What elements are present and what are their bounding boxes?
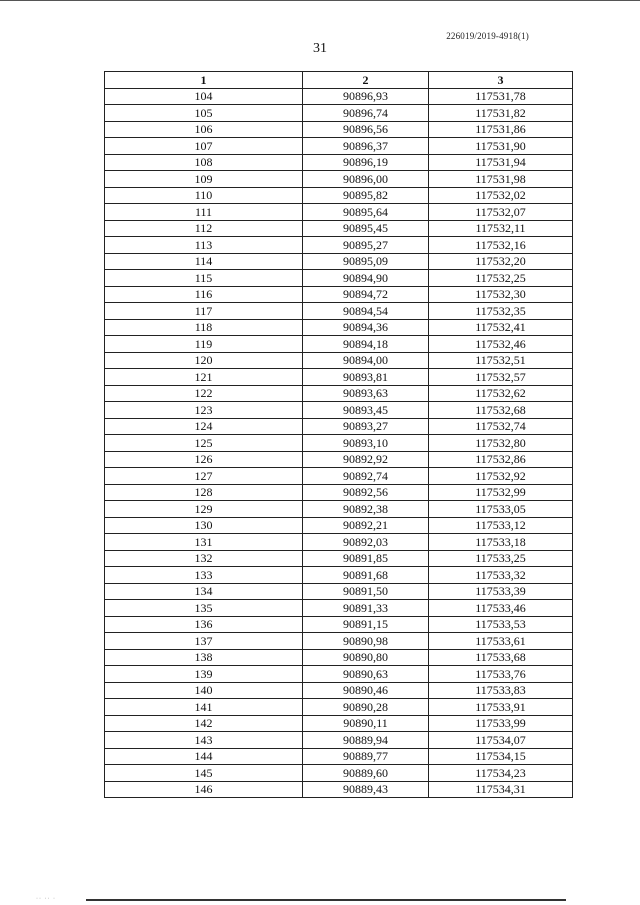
y-coordinate-cell: 117531,86: [429, 121, 573, 138]
y-coordinate-cell: 117531,82: [429, 105, 573, 122]
point-number-cell: 113: [105, 237, 303, 254]
y-coordinate-cell: 117531,94: [429, 154, 573, 171]
table-row: [105, 121, 573, 138]
x-coordinate-cell: 90891,15: [303, 616, 429, 633]
y-coordinate-cell: 117532,57: [429, 369, 573, 386]
table-row: [105, 534, 573, 551]
point-number-cell: 109: [105, 171, 303, 188]
x-coordinate-cell: 90889,94: [303, 732, 429, 749]
table-row: [105, 583, 573, 600]
point-number-cell: 144: [105, 748, 303, 765]
x-coordinate-cell: 90893,45: [303, 402, 429, 419]
y-coordinate-cell: 117531,78: [429, 88, 573, 105]
table-row: [105, 781, 573, 798]
table-row: [105, 220, 573, 237]
x-coordinate-cell: 90891,68: [303, 567, 429, 584]
bottom-rule: [86, 899, 566, 901]
x-coordinate-cell: 90892,92: [303, 451, 429, 468]
y-coordinate-cell: 117531,90: [429, 138, 573, 155]
y-coordinate-cell: 117532,41: [429, 319, 573, 336]
table-row: [105, 336, 573, 353]
x-coordinate-cell: 90890,63: [303, 666, 429, 683]
x-coordinate-cell: 90895,64: [303, 204, 429, 221]
table-row: [105, 699, 573, 716]
y-coordinate-cell: 117531,98: [429, 171, 573, 188]
table-row: [105, 270, 573, 287]
y-coordinate-cell: 117533,61: [429, 633, 573, 650]
y-coordinate-cell: 117532,02: [429, 187, 573, 204]
table-row: [105, 402, 573, 419]
table-row: [105, 765, 573, 782]
x-coordinate-cell: 90890,11: [303, 715, 429, 732]
y-coordinate-cell: 117532,46: [429, 336, 573, 353]
x-coordinate-cell: 90892,03: [303, 534, 429, 551]
table-row: [105, 138, 573, 155]
table-row: [105, 567, 573, 584]
x-coordinate-cell: 90895,27: [303, 237, 429, 254]
point-number-cell: 127: [105, 468, 303, 485]
x-coordinate-cell: 90893,27: [303, 418, 429, 435]
y-coordinate-cell: 117532,92: [429, 468, 573, 485]
y-coordinate-cell: 117533,46: [429, 600, 573, 617]
x-coordinate-cell: 90892,38: [303, 501, 429, 518]
point-number-cell: 137: [105, 633, 303, 650]
table-row: [105, 451, 573, 468]
table-row: [105, 633, 573, 650]
point-number-cell: 143: [105, 732, 303, 749]
x-coordinate-cell: 90894,90: [303, 270, 429, 287]
y-coordinate-cell: 117534,07: [429, 732, 573, 749]
y-coordinate-cell: 117533,12: [429, 517, 573, 534]
x-coordinate-cell: 90890,98: [303, 633, 429, 650]
point-number-cell: 122: [105, 385, 303, 402]
table-body: [105, 88, 573, 798]
y-coordinate-cell: 117534,31: [429, 781, 573, 798]
x-coordinate-cell: 90890,28: [303, 699, 429, 716]
table-row: [105, 171, 573, 188]
y-coordinate-cell: 117533,39: [429, 583, 573, 600]
point-number-cell: 139: [105, 666, 303, 683]
x-coordinate-cell: 90894,36: [303, 319, 429, 336]
x-coordinate-cell: 90891,50: [303, 583, 429, 600]
point-number-cell: 108: [105, 154, 303, 171]
table-row: [105, 154, 573, 171]
point-number-cell: 119: [105, 336, 303, 353]
y-coordinate-cell: 117532,07: [429, 204, 573, 221]
y-coordinate-cell: 117532,74: [429, 418, 573, 435]
point-number-cell: 130: [105, 517, 303, 534]
table-row: [105, 237, 573, 254]
point-number-cell: 120: [105, 352, 303, 369]
table-row: [105, 715, 573, 732]
x-coordinate-cell: 90891,33: [303, 600, 429, 617]
x-coordinate-cell: 90894,54: [303, 303, 429, 320]
y-coordinate-cell: 117532,30: [429, 286, 573, 303]
scan-artifact: ·· ·· ·: [36, 896, 56, 902]
y-coordinate-cell: 117533,68: [429, 649, 573, 666]
point-number-cell: 111: [105, 204, 303, 221]
x-coordinate-cell: 90889,60: [303, 765, 429, 782]
point-number-cell: 107: [105, 138, 303, 155]
point-number-cell: 125: [105, 435, 303, 452]
table-row: [105, 616, 573, 633]
y-coordinate-cell: 117532,62: [429, 385, 573, 402]
x-coordinate-cell: 90891,85: [303, 550, 429, 567]
y-coordinate-cell: 117534,23: [429, 765, 573, 782]
table-row: [105, 468, 573, 485]
point-number-cell: 114: [105, 253, 303, 270]
column-header-2: 2: [303, 72, 429, 89]
y-coordinate-cell: 117533,18: [429, 534, 573, 551]
point-number-cell: 105: [105, 105, 303, 122]
table-row: [105, 286, 573, 303]
y-coordinate-cell: 117533,25: [429, 550, 573, 567]
table-row: [105, 732, 573, 749]
y-coordinate-cell: 117532,68: [429, 402, 573, 419]
point-number-cell: 116: [105, 286, 303, 303]
table-row: [105, 418, 573, 435]
table-row: [105, 319, 573, 336]
point-number-cell: 126: [105, 451, 303, 468]
y-coordinate-cell: 117532,25: [429, 270, 573, 287]
table-row: [105, 369, 573, 386]
table-row: [105, 682, 573, 699]
y-coordinate-cell: 117532,20: [429, 253, 573, 270]
point-number-cell: 112: [105, 220, 303, 237]
x-coordinate-cell: 90892,74: [303, 468, 429, 485]
top-rule: [0, 0, 640, 1]
table-row: [105, 105, 573, 122]
table-row: [105, 303, 573, 320]
y-coordinate-cell: 117533,91: [429, 699, 573, 716]
y-coordinate-cell: 117532,86: [429, 451, 573, 468]
x-coordinate-cell: 90896,56: [303, 121, 429, 138]
y-coordinate-cell: 117534,15: [429, 748, 573, 765]
x-coordinate-cell: 90890,80: [303, 649, 429, 666]
table-row: [105, 187, 573, 204]
point-number-cell: 118: [105, 319, 303, 336]
point-number-cell: 138: [105, 649, 303, 666]
y-coordinate-cell: 117533,76: [429, 666, 573, 683]
point-number-cell: 140: [105, 682, 303, 699]
point-number-cell: 141: [105, 699, 303, 716]
point-number-cell: 146: [105, 781, 303, 798]
x-coordinate-cell: 90889,43: [303, 781, 429, 798]
y-coordinate-cell: 117532,51: [429, 352, 573, 369]
table-row: [105, 253, 573, 270]
point-number-cell: 131: [105, 534, 303, 551]
column-header-1: 1: [105, 72, 303, 89]
table-row: [105, 600, 573, 617]
x-coordinate-cell: 90896,19: [303, 154, 429, 171]
y-coordinate-cell: 117532,35: [429, 303, 573, 320]
point-number-cell: 128: [105, 484, 303, 501]
y-coordinate-cell: 117532,16: [429, 237, 573, 254]
table-header-row: [105, 72, 573, 89]
point-number-cell: 104: [105, 88, 303, 105]
point-number-cell: 145: [105, 765, 303, 782]
y-coordinate-cell: 117532,99: [429, 484, 573, 501]
point-number-cell: 133: [105, 567, 303, 584]
table-row: [105, 550, 573, 567]
y-coordinate-cell: 117533,83: [429, 682, 573, 699]
table-row: [105, 666, 573, 683]
coordinates-table: [104, 71, 573, 798]
y-coordinate-cell: 117533,05: [429, 501, 573, 518]
point-number-cell: 124: [105, 418, 303, 435]
x-coordinate-cell: 90896,74: [303, 105, 429, 122]
column-header-3: 3: [429, 72, 573, 89]
x-coordinate-cell: 90894,00: [303, 352, 429, 369]
point-number-cell: 110: [105, 187, 303, 204]
point-number-cell: 132: [105, 550, 303, 567]
x-coordinate-cell: 90893,63: [303, 385, 429, 402]
x-coordinate-cell: 90893,10: [303, 435, 429, 452]
x-coordinate-cell: 90889,77: [303, 748, 429, 765]
point-number-cell: 134: [105, 583, 303, 600]
y-coordinate-cell: 117532,11: [429, 220, 573, 237]
x-coordinate-cell: 90896,00: [303, 171, 429, 188]
table-row: [105, 88, 573, 105]
point-number-cell: 115: [105, 270, 303, 287]
point-number-cell: 123: [105, 402, 303, 419]
point-number-cell: 129: [105, 501, 303, 518]
x-coordinate-cell: 90892,56: [303, 484, 429, 501]
point-number-cell: 106: [105, 121, 303, 138]
table-row: [105, 204, 573, 221]
x-coordinate-cell: 90896,37: [303, 138, 429, 155]
point-number-cell: 117: [105, 303, 303, 320]
point-number-cell: 135: [105, 600, 303, 617]
y-coordinate-cell: 117533,99: [429, 715, 573, 732]
document-number: 226019/2019-4918(1): [446, 31, 529, 41]
table-row: [105, 484, 573, 501]
x-coordinate-cell: 90892,21: [303, 517, 429, 534]
y-coordinate-cell: 117533,32: [429, 567, 573, 584]
table-row: [105, 649, 573, 666]
page-number: 31: [313, 41, 327, 56]
table-row: [105, 435, 573, 452]
point-number-cell: 121: [105, 369, 303, 386]
table-row: [105, 385, 573, 402]
x-coordinate-cell: 90894,72: [303, 286, 429, 303]
x-coordinate-cell: 90895,09: [303, 253, 429, 270]
table-row: [105, 748, 573, 765]
x-coordinate-cell: 90890,46: [303, 682, 429, 699]
x-coordinate-cell: 90893,81: [303, 369, 429, 386]
x-coordinate-cell: 90895,45: [303, 220, 429, 237]
point-number-cell: 136: [105, 616, 303, 633]
table-row: [105, 352, 573, 369]
point-number-cell: 142: [105, 715, 303, 732]
y-coordinate-cell: 117533,53: [429, 616, 573, 633]
y-coordinate-cell: 117532,80: [429, 435, 573, 452]
x-coordinate-cell: 90895,82: [303, 187, 429, 204]
table-row: [105, 517, 573, 534]
coordinates-table-container: [104, 71, 572, 798]
x-coordinate-cell: 90894,18: [303, 336, 429, 353]
x-coordinate-cell: 90896,93: [303, 88, 429, 105]
table-row: [105, 501, 573, 518]
